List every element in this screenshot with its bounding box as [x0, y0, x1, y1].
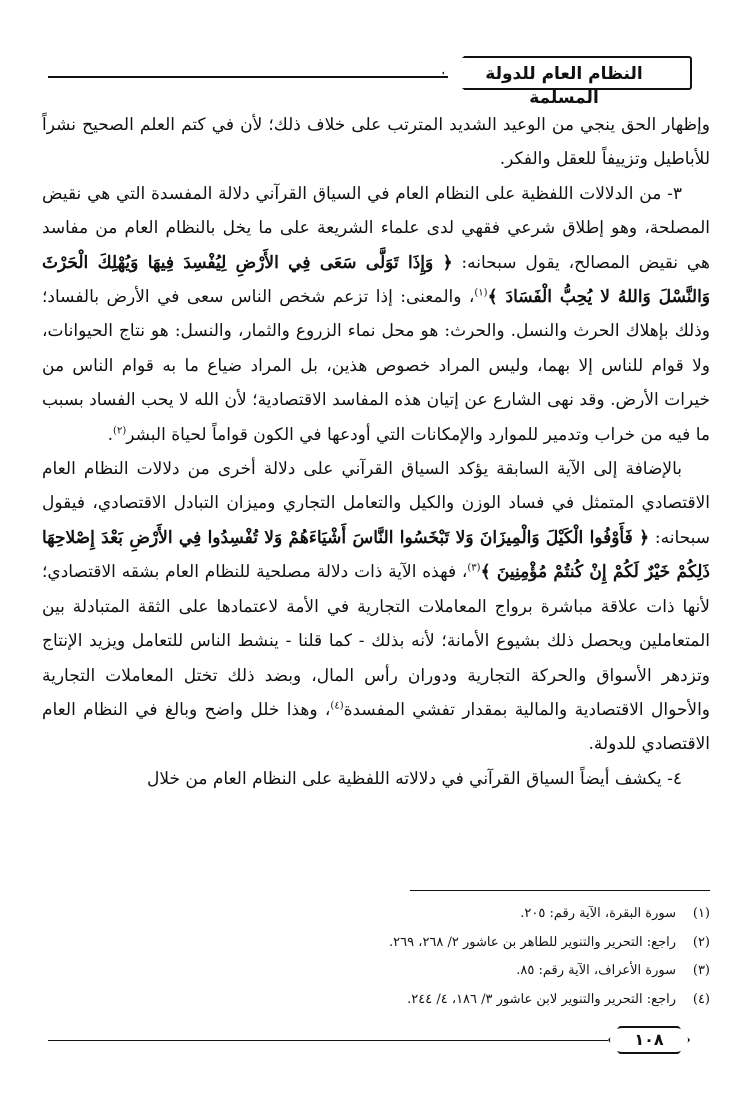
footnotes — [42, 900, 710, 1014]
text-segment: وإظهار الحق ينجي من الوعيد الشديد المترتب على خلاف ذلك؛ لأن في كتم العلم الصحيح نشراً للأباطيل وتزييفاً للعقل والفكر. — [42, 115, 710, 170]
footnote-number: (٣) — [692, 963, 710, 978]
quran-verse: ﴿ وَإِذَا تَوَلَّى سَعَى فِي الأَرْضِ لِيُفْسِدَ فِيهَا وَيُهْلِكَ الْحَرْثَ وَالنَّسْلَ وَاللهُ لا يُحِبُّ الْفَسَادَ ﴾ — [42, 252, 710, 308]
footnote — [42, 900, 710, 929]
footnote-number: (٢) — [692, 934, 710, 950]
footnote-separator — [410, 890, 710, 891]
footnote-number: (١) — [692, 906, 710, 921]
text-segment: ٣- من الدلالات اللفظية على النظام العام في السياق القرآني دلالة المفسدة التي هي نقيض المصلحة، وهو إطلاق شرعي فقهي لدى علماء الشريعة على ما يخل بالنظام العام من مفاسد هي نقيض المصالح، يقول سبحانه: — [42, 183, 710, 273]
text-segment: ٤- يكشف أيضاً السياق القرآني في دلالاته اللفظية على النظام العام من خلال — [147, 768, 682, 789]
footnote — [42, 957, 710, 986]
text-segment: . — [107, 424, 114, 445]
header-rule — [48, 76, 448, 78]
footnote-reference: (٤) — [330, 700, 344, 712]
text-segment: ، والمعنى: إذا تزعم شخص الناس سعى في الأرض بالفساد؛ وذلك بإهلاك الحرث والنسل. والحرث: هو محل نماء الزروع والثمار، والنسل: هو نتاج الحيوانات، ولا قوام للناس إلا بهما، وليس المراد خصوص هذين، بل المراد ضياع ما به قوام الناس من خيرات الأرض. وقد نهى الشارع عن إتيان هذه المفاسد الاقتصادية؛ لأن الله لا يحب الفساد بسبب ما فيه من خراب وتدمير للموارد والإمكانات التي أودعها في الكون قواماً لحياة البشر — [42, 287, 710, 445]
text-segment: ، فهذه الآية ذات دلالة مصلحية للنظام العام بشقه الاقتصادي؛ لأنها ذات علاقة مباشرة برواج المعاملات التجارية في الأمة لاعتمادها على الثقة المتبادلة بين المتعاملين ويحصل ذلك بشيوع الأمانة؛ لأنه بذلك - كما قلنا - ينشط الناس للتعامل ويزيد الإنتاج وتزدهر الأسواق والحركة التجارية ودوران رأس المال، وبضد ذلك تختل المعاملات التجارية والأحوال الاقتصادية والمالية بمقدار تفشي المفسدة — [42, 562, 711, 720]
footnote-reference: (٢) — [113, 425, 127, 436]
page-number-rule — [48, 1040, 608, 1041]
footnote-reference: (١) — [474, 287, 488, 299]
body-text — [42, 108, 710, 796]
paragraph — [42, 762, 710, 796]
quran-verse: ﴿ فَأَوْفُوا الْكَيْلَ وَالْمِيزَانَ وَلا تَبْخَسُوا النَّاسَ أَشْيَاءَهُمْ وَلا تُفْسِدُوا فِي الأَرْضِ بَعْدَ إِصْلاحِهَا ذَلِكُمْ خَيْرٌ لَكُمْ إِنْ كُنتُمْ مُؤْمِنِينَ ﴾ — [42, 527, 710, 583]
footnote-text: سورة البقرة، الآية رقم: ٢٠٥. — [520, 906, 676, 921]
footnote-reference: (٣) — [467, 562, 481, 574]
footnote-text: سورة الأعراف، الآية رقم: ٨٥. — [516, 963, 676, 978]
page-number: ١٠٨ — [634, 1030, 664, 1049]
footnote — [42, 986, 710, 1015]
running-header-title: النظام العام للدولة المسلمة — [485, 64, 643, 108]
footnote — [42, 929, 710, 958]
footnote-number: (٤) — [692, 991, 710, 1007]
paragraph — [42, 177, 710, 452]
paragraph — [42, 452, 710, 762]
footnote-text: راجع: التحرير والتنوير لابن عاشور ٣/ ١٨٦، ٤/ ٢٤٤. — [407, 991, 676, 1007]
text-segment: بالإضافة إلى الآية السابقة يؤكد السياق القرآني على دلالة أخرى من دلالات النظام العام الاقتصادي المتمثل في فساد الوزن والكيل والتعامل التجاري وميزان التبادل الاقتصادي، فيقول سبحانه: — [42, 459, 710, 548]
paragraph — [42, 108, 710, 177]
footnote-text: راجع: التحرير والتنوير للطاهر بن عاشور ٢/ ٢٦٨، ٢٦٩. — [389, 934, 676, 950]
text-segment: ، وهذا خلل واضح وبالغ في النظام العام الاقتصادي للدولة. — [42, 699, 710, 755]
